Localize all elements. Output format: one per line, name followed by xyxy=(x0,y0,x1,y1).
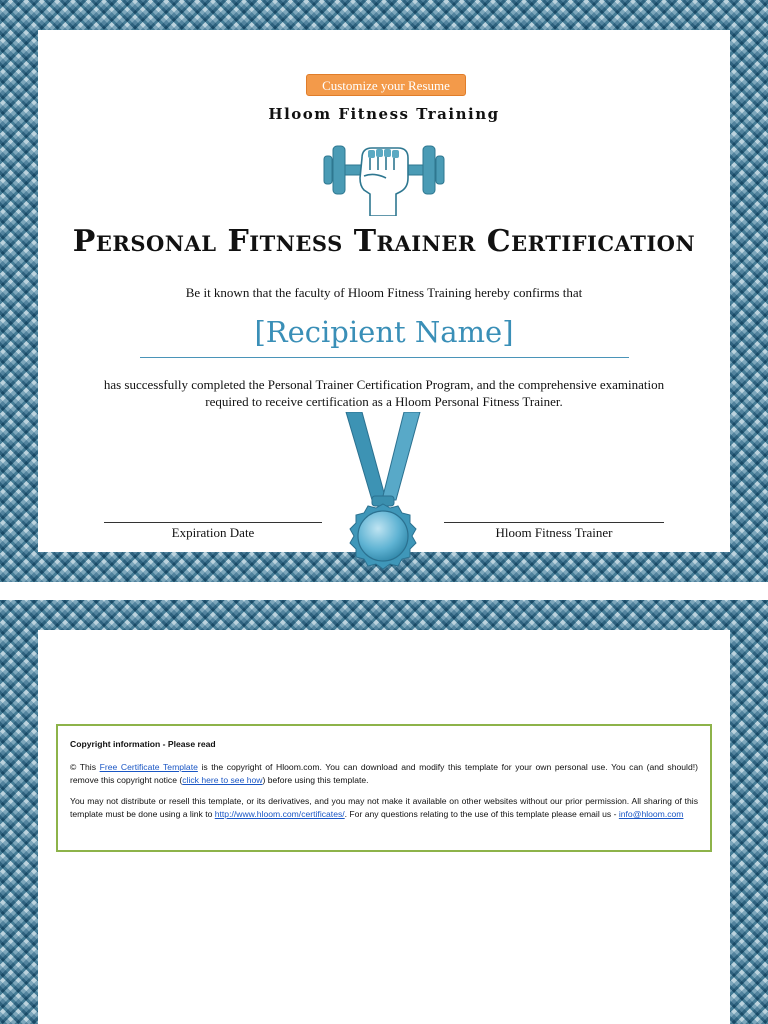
copyright-paragraph-2 xyxy=(70,795,698,821)
copyright-page xyxy=(0,600,768,1024)
email-link[interactable]: info@hloom.com xyxy=(618,809,684,819)
expiration-signature-line xyxy=(104,522,322,523)
free-certificate-template-link[interactable]: Free Certificate Template xyxy=(99,762,198,772)
expiration-date-label: Expiration Date xyxy=(171,525,255,540)
copyright-text: © This xyxy=(70,762,100,772)
medal-icon xyxy=(332,412,434,582)
copyright-text: You may not distribute or resell this template, or its derivatives, and you may not make it available on other websites without our prior permission. All sharing of this template must be done using a link to xyxy=(70,796,698,819)
copyright-text: ) before using this template. xyxy=(262,775,369,785)
copyright-notice-box xyxy=(56,724,712,852)
certificate-title: Personal Fitness Trainer Certification xyxy=(72,224,696,259)
copyright-text: is the copyright of Hloom.com. You can download and modify this template for your own personal use. You can (and should!) remove this copyright notice ( xyxy=(70,762,698,785)
copyright-paragraph-1 xyxy=(70,761,698,787)
customize-resume-button[interactable]: Customize your Resume xyxy=(306,74,466,96)
completion-line-1: has successfully completed the Personal Trainer Certification Program, and the comprehensive examination xyxy=(103,377,665,392)
organization-name: Hloom Fitness Training xyxy=(268,105,500,123)
copyright-heading: Copyright information - Please read xyxy=(70,739,216,749)
completion-text xyxy=(50,376,718,410)
certificates-url-link[interactable]: http://www.hloom.com/certificates/ xyxy=(214,809,345,819)
dumbbell-fist-icon xyxy=(322,136,446,216)
recipient-underline xyxy=(140,357,629,358)
trainer-label: Hloom Fitness Trainer xyxy=(495,525,613,540)
trainer-signature-line xyxy=(444,522,664,523)
page-gap xyxy=(0,582,768,600)
completion-line-2: required to receive certification as a Hloom Personal Fitness Trainer. xyxy=(205,394,563,409)
intro-text: Be it known that the faculty of Hloom Fitness Training hereby confirms that xyxy=(185,285,583,300)
recipient-name[interactable]: [Recipient Name] xyxy=(254,315,514,349)
copyright-text: . For any questions relating to the use of this template please email us - xyxy=(344,809,619,819)
click-here-link[interactable]: click here to see how xyxy=(182,775,263,785)
